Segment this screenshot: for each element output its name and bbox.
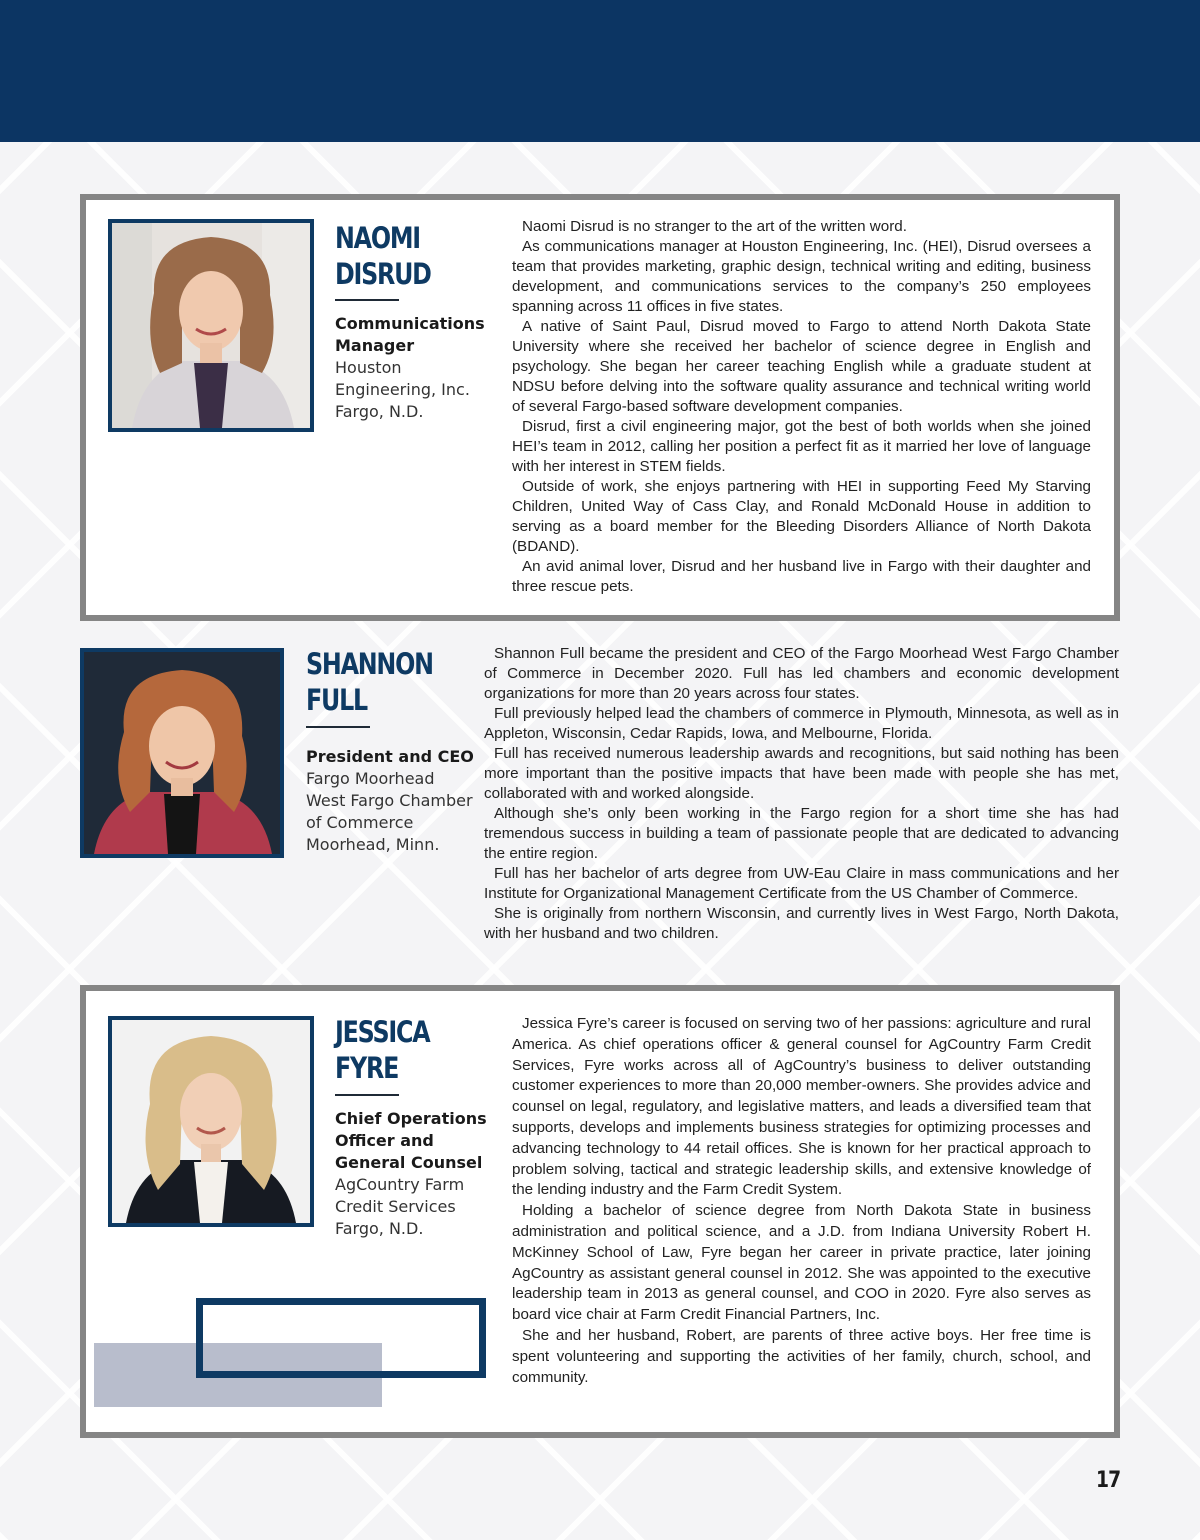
bio-paragraph: Holding a bachelor of science degree from North Dakota State in business administration and political science, and a J.D. from Indiana University Robert H. McKinney School of Law, Fyre began her career in private practice, later joining AgCountry as assistant general counsel in 2012. She was appointed to the executive leadership team in 2013 as general counsel, and COO in 2020. Fyre also serves as board vice chair at Farm Credit Financial Partners, Inc. xyxy=(512,1202,1091,1324)
organization: Credit Services xyxy=(335,1197,456,1216)
bio-paragraph: Full previously helped lead the chambers of commerce in Plymouth, Minnesota, as well as in Appleton, Wisconsin, Cedar Rapids, Iowa, and Melbourne, Florida. xyxy=(484,705,1119,742)
bio-paragraph: She is originally from northern Wisconsin, and currently lives in West Fargo, North Dakota, with her husband and two children. xyxy=(484,905,1119,942)
profile-details xyxy=(335,313,485,423)
profile-name: NAOMI DISRUD xyxy=(335,221,431,291)
profile-details xyxy=(306,746,474,856)
name-divider xyxy=(335,299,399,301)
location: Moorhead, Minn. xyxy=(306,835,440,854)
bio-paragraph: Naomi Disrud is no stranger to the art of the written word. xyxy=(522,218,907,235)
profile-bio xyxy=(512,217,1091,597)
bio-paragraph: Outside of work, she enjoys partnering with HEI in supporting Feed My Starving Children, United Way of Cass Clay, and Ronald McDonald House in addition to serving as a board member for the Bleeding Disorders Alliance of North Dakota (BDAND). xyxy=(512,478,1091,555)
bio-paragraph: Shannon Full became the president and CEO of the Fargo Moorhead West Fargo Chamber of Commerce in December 2020. Full has led chambers and economic development organizations for more than 20 years across four states. xyxy=(484,645,1119,702)
name-divider xyxy=(335,1094,399,1096)
bio-paragraph: A native of Saint Paul, Disrud moved to Fargo to attend North Dakota State University where she received her bachelor of science degree in English and psychology. She began her career teaching English while a graduate student at NDSU before delving into the software quality assurance and technical writing world of several Fargo-based software development companies. xyxy=(512,318,1091,415)
organization: West Fargo Chamber xyxy=(306,791,473,810)
organization: of Commerce xyxy=(306,813,414,832)
organization: AgCountry Farm xyxy=(335,1175,465,1194)
job-title: Officer and xyxy=(335,1131,434,1150)
header-band xyxy=(0,0,1200,142)
profile-name: JESSICA FYRE xyxy=(335,1015,430,1085)
job-title: Chief Operations xyxy=(335,1109,487,1128)
bio-paragraph: Full has received numerous leadership awards and recognitions, but said nothing has been more important than the positive impacts that have been made with people she has met, collaborated with and worked alongside. xyxy=(484,745,1119,802)
profile-photo-jessica-fyre xyxy=(108,1016,314,1227)
bio-paragraph: Full has her bachelor of arts degree from UW-Eau Claire in mass communications and her Institute for Organizational Management Certificate from the US Chamber of Commerce. xyxy=(484,865,1119,902)
profile-bio xyxy=(484,644,1119,944)
job-title: President and CEO xyxy=(306,747,474,766)
bio-paragraph: Disrud, first a civil engineering major, got the best of both worlds when she joined HEI’s team in 2012, calling her position a perfect fit as it married her love of language with her interest in STEM fields. xyxy=(512,418,1091,475)
location: Fargo, N.D. xyxy=(335,402,424,421)
organization: Engineering, Inc. xyxy=(335,380,470,399)
name-divider xyxy=(306,726,370,728)
bio-paragraph: An avid animal lover, Disrud and her husband live in Fargo with their daughter and three rescue pets. xyxy=(512,558,1091,595)
profile-name: SHANNON FULL xyxy=(306,647,433,717)
profile-photo-naomi-disrud xyxy=(108,219,314,432)
profile-photo-shannon-full xyxy=(80,648,284,858)
job-title: Manager xyxy=(335,336,415,355)
organization: Fargo Moorhead xyxy=(306,769,435,788)
organization: Houston xyxy=(335,358,402,377)
decorative-frame xyxy=(196,1298,486,1378)
bio-paragraph: Although she’s only been working in the Fargo region for a short time she has had tremendous success in building a team of passionate people that are dedicated to advancing the entire region. xyxy=(484,805,1119,862)
job-title: Communications xyxy=(335,314,485,333)
bio-paragraph: Jessica Fyre’s career is focused on serving two of her passions: agriculture and rural America. As chief operations officer & general counsel for AgCountry Farm Credit Services, Fyre works across all of AgCountry’s business to deliver outstanding customer experiences to more than 20,000 member-owners. She provides advice and counsel on legal, regulatory, and legislative matters, and leads a diversified team that supports, develops and implements business strategies for optimizing processes and advancing technology to 44 retail offices. She is known for her practical approach to problem solving, tactical and strategic leadership skills, and extensive knowledge of the lending industry and the Farm Credit System. xyxy=(512,1015,1091,1199)
bio-paragraph: She and her husband, Robert, are parents of three active boys. Her free time is spent volunteering and supporting the activities of her family, church, school, and community. xyxy=(512,1326,1091,1386)
profile-details xyxy=(335,1108,487,1240)
page-number: 17 xyxy=(1096,1468,1121,1493)
profile-bio xyxy=(512,1014,1091,1388)
bio-paragraph: As communications manager at Houston Engineering, Inc. (HEI), Disrud oversees a team that provides marketing, graphic design, technical writing and editing, business development, and communications services to the company’s 250 employees spanning across 11 offices in five states. xyxy=(512,238,1091,315)
job-title: General Counsel xyxy=(335,1153,483,1172)
location: Fargo, N.D. xyxy=(335,1219,424,1238)
